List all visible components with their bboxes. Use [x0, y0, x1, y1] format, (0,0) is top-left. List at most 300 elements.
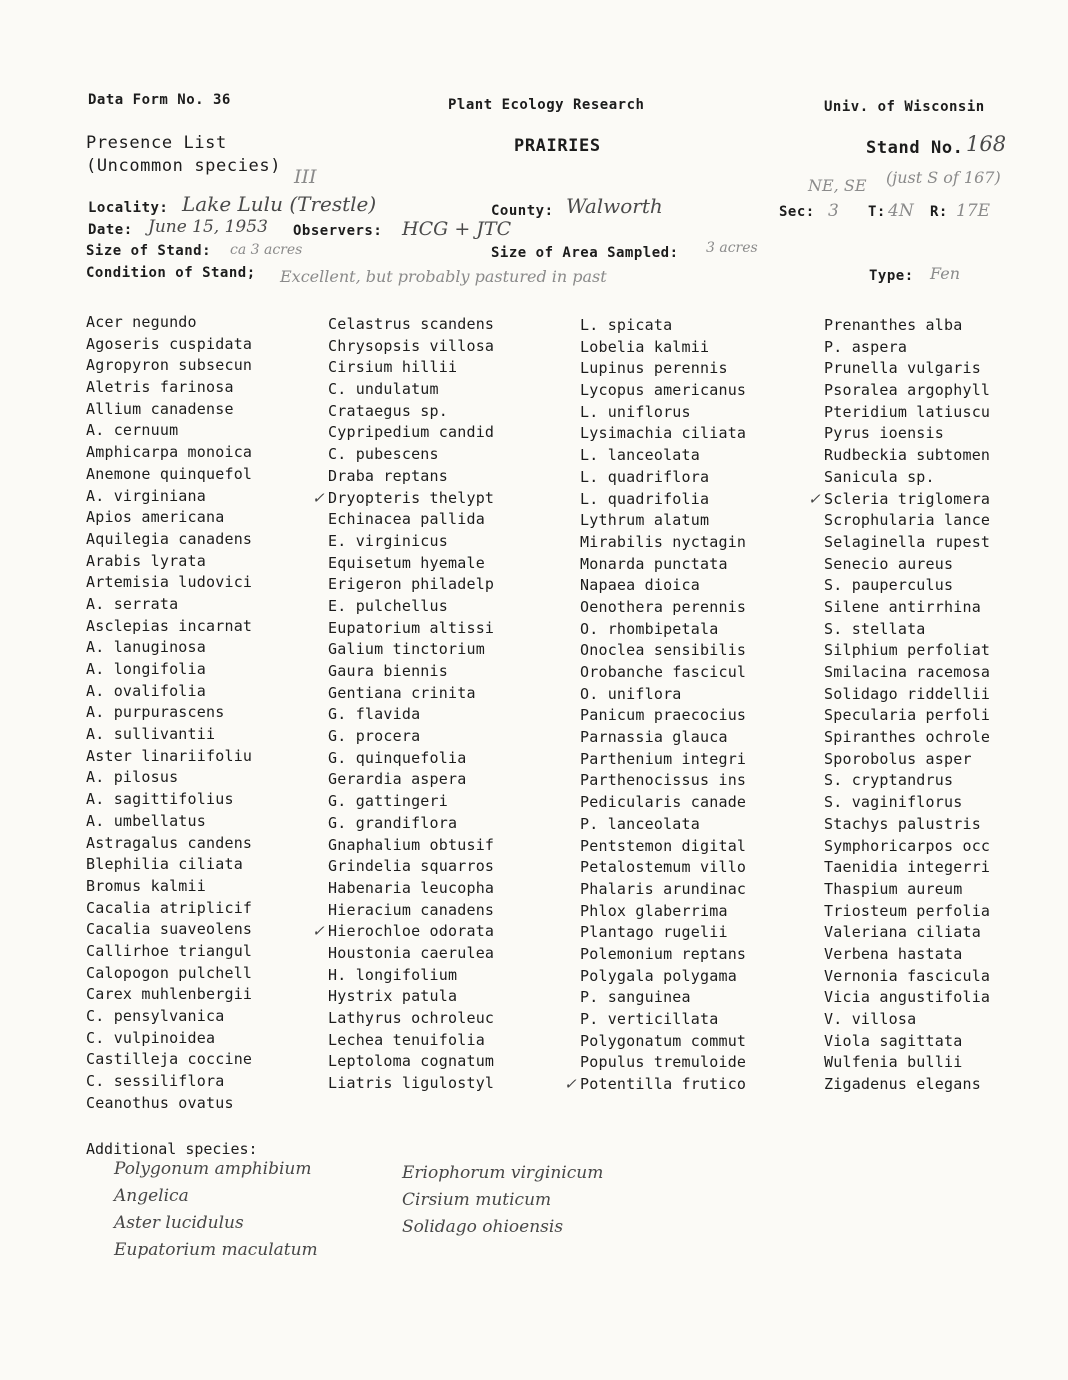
species-name: A. lanuginosa	[86, 638, 206, 657]
stand-value: 168	[966, 132, 1007, 156]
species-name: G. gattingeri	[328, 792, 448, 811]
species-entry	[580, 445, 746, 467]
species-name: S. cryptandrus	[824, 771, 954, 790]
species-name: Vernonia fascicula	[824, 966, 991, 985]
species-entry	[580, 987, 746, 1009]
species-name: Parthenium integri	[580, 749, 747, 768]
species-entry	[824, 662, 990, 684]
species-name: Symphoricarpos occ	[824, 836, 991, 855]
species-name: Panicum praecocius	[580, 706, 747, 725]
species-name: G. flavida	[328, 705, 421, 724]
additional-species-left	[114, 1156, 318, 1264]
species-entry	[580, 402, 746, 424]
species-name: Calopogon pulchell	[86, 963, 253, 982]
species-name: Cypripedium candid	[328, 423, 495, 442]
species-name: L. quadrifolia	[580, 489, 710, 508]
species-name: Carex muhlenbergii	[86, 985, 253, 1004]
species-name: A. virginiana	[86, 486, 206, 505]
species-entry	[824, 1009, 990, 1031]
species-entry	[328, 748, 494, 770]
species-entry	[86, 854, 252, 876]
species-name: A. purpurascens	[86, 703, 225, 722]
species-name: Parthenocissus ins	[580, 771, 747, 790]
species-name: A. cernuum	[86, 421, 179, 440]
species-entry	[328, 618, 494, 640]
species-entry	[86, 594, 252, 616]
additional-species-item: Eriophorum virginicum	[402, 1163, 604, 1183]
species-entry	[86, 1071, 252, 1093]
species-entry	[86, 551, 252, 573]
species-entry	[580, 705, 746, 727]
species-name: V. villosa	[824, 1010, 917, 1028]
species-entry	[328, 1051, 494, 1073]
species-name: A. longifolia	[86, 660, 206, 678]
type-value: Fen	[930, 264, 960, 283]
species-entry	[824, 445, 990, 467]
range-value: 17E	[956, 201, 991, 221]
species-entry	[86, 724, 252, 746]
range-label: R:	[930, 204, 948, 220]
species-name: Potentilla frutico	[580, 1075, 747, 1094]
species-name: Plantago rugelii	[580, 923, 728, 942]
species-name: Silphium perfoliat	[824, 641, 991, 660]
species-entry	[824, 380, 990, 402]
species-entry	[86, 1006, 252, 1028]
species-entry	[86, 941, 252, 963]
organization: Plant Ecology Research	[448, 97, 645, 113]
species-entry	[824, 532, 990, 554]
township-value: 4N	[888, 201, 914, 221]
species-name: Pyrus ioensis	[824, 424, 944, 443]
checkmark-icon: ✓	[808, 489, 821, 508]
species-entry	[328, 1030, 494, 1052]
species-name: S. stellata	[824, 619, 926, 638]
species-name: Asclepias incarnat	[86, 616, 253, 635]
species-entry	[824, 467, 990, 489]
university: Univ. of Wisconsin	[824, 99, 985, 115]
species-entry	[580, 749, 746, 771]
species-entry	[86, 507, 252, 529]
species-column-2	[312, 314, 495, 1095]
species-name: S. pauperculus	[824, 576, 954, 595]
species-entry	[86, 833, 252, 855]
species-entry	[824, 987, 990, 1009]
sec-note-location: (just S of 167)	[886, 168, 1001, 187]
locality-label: Locality:	[88, 200, 169, 216]
species-name: Astragalus candens	[86, 833, 253, 852]
species-entry	[86, 984, 252, 1006]
species-entry	[824, 857, 990, 879]
species-name: C. pubescens	[328, 445, 439, 464]
species-column-4	[808, 315, 991, 1096]
species-entry	[824, 792, 990, 814]
species-entry	[824, 749, 990, 771]
species-name: Viola sagittata	[824, 1031, 963, 1050]
species-name: Aster linariifoliu	[86, 746, 253, 765]
species-entry	[580, 1009, 746, 1031]
species-name: Petalostemum villo	[580, 858, 747, 877]
species-name: Leptoloma cognatum	[328, 1052, 495, 1071]
additional-species-item: Polygonum amphibium	[114, 1159, 312, 1179]
species-name: Eupatorium altissi	[328, 618, 495, 637]
species-name: Gaura biennis	[328, 662, 448, 680]
species-name: Arabis lyrata	[86, 551, 206, 570]
species-entry	[328, 314, 494, 336]
species-entry	[580, 532, 746, 554]
species-name: H. longifolium	[328, 965, 458, 984]
species-name: Spiranthes ochrole	[824, 728, 991, 747]
species-entry	[824, 684, 990, 706]
species-entry	[824, 944, 990, 966]
category-title: PRAIRIES	[514, 136, 601, 156]
species-name: Triosteum perfolia	[824, 901, 991, 920]
observers-value: HCG + JTC	[402, 218, 512, 240]
species-entry	[580, 640, 746, 662]
species-entry	[824, 879, 990, 901]
species-name: Aquilegia canadens	[86, 529, 253, 548]
species-name: Galium tinctorium	[328, 640, 485, 659]
species-name: Vicia angustifolia	[824, 988, 991, 1007]
species-entry	[580, 380, 746, 402]
additional-species-item: Solidago ohioensis	[402, 1217, 564, 1237]
species-entry	[824, 1074, 990, 1096]
species-entry	[86, 767, 252, 789]
species-entry	[328, 769, 494, 791]
species-entry	[824, 901, 990, 923]
species-entry	[824, 836, 990, 858]
species-name: Hystrix patula	[328, 987, 458, 1006]
species-entry	[328, 574, 494, 596]
species-name: L. lanceolata	[580, 446, 700, 465]
species-name: L. quadriflora	[580, 467, 710, 486]
species-entry	[580, 901, 746, 923]
species-entry	[580, 879, 746, 901]
species-entry	[580, 727, 746, 749]
species-entry	[328, 531, 494, 553]
species-entry	[86, 1028, 252, 1050]
form-number: Data Form No. 36	[88, 92, 231, 108]
sec-note: NE, SE	[808, 176, 867, 195]
species-entry	[86, 811, 252, 833]
additional-species-right	[402, 1160, 603, 1241]
species-entry	[580, 510, 746, 532]
species-name: Wulfenia bullii	[824, 1053, 963, 1072]
species-name: Cacalia suaveolens	[86, 920, 253, 939]
species-entry	[564, 1074, 747, 1096]
species-name: P. verticillata	[580, 1010, 719, 1028]
size-of-stand-value: ca 3 acres	[230, 242, 303, 258]
species-name: Populus tremuloide	[580, 1053, 747, 1072]
species-entry	[580, 662, 746, 684]
species-name: Prenanthes alba	[824, 316, 963, 334]
species-entry	[328, 401, 494, 423]
species-entry	[312, 488, 495, 510]
species-name: Stachys palustris	[824, 814, 981, 833]
species-name: Equisetum hyemale	[328, 553, 485, 572]
observers-label: Observers:	[293, 223, 383, 239]
species-entry	[328, 422, 494, 444]
species-entry	[328, 856, 494, 878]
species-name: Zigadenus elegans	[824, 1075, 981, 1094]
species-entry	[86, 355, 252, 377]
species-name: Erigeron philadelp	[328, 575, 495, 594]
checkmark-icon: ✓	[312, 922, 325, 941]
species-name: Sporobolus asper	[824, 749, 972, 768]
species-name: Ceanothus ovatus	[86, 1093, 234, 1112]
species-name: Anemone quinquefol	[86, 464, 253, 483]
species-name: Lechea tenuifolia	[328, 1030, 485, 1049]
species-entry	[86, 464, 252, 486]
species-name: A. serrata	[86, 594, 179, 613]
species-name: Sanicula sp.	[824, 467, 935, 486]
condition-label: Condition of Stand;	[86, 265, 256, 281]
species-entry	[328, 704, 494, 726]
species-name: P. lanceolata	[580, 814, 700, 833]
species-entry	[86, 746, 252, 768]
locality-value: Lake Lulu (Trestle)	[182, 192, 377, 216]
additional-species-label: Additional species:	[86, 1140, 258, 1158]
species-entry	[580, 814, 746, 836]
species-name: Agropyron subsecun	[86, 356, 253, 375]
species-entry	[824, 315, 990, 337]
species-entry	[580, 944, 746, 966]
species-entry	[824, 640, 990, 662]
species-entry	[86, 1049, 252, 1071]
species-entry	[824, 1052, 990, 1074]
species-name: Psoralea argophyll	[824, 381, 991, 400]
sec-label: Sec:	[779, 204, 815, 220]
species-entry	[86, 312, 252, 334]
species-name: Selaginella rupest	[824, 532, 991, 551]
species-entry	[824, 575, 990, 597]
species-entry	[580, 857, 746, 879]
species-entry	[580, 467, 746, 489]
species-entry	[824, 554, 990, 576]
species-name: Rudbeckia subtomen	[824, 446, 991, 465]
date-value: June 15, 1953	[148, 217, 268, 237]
species-name: Hierochloe odorata	[328, 922, 495, 941]
species-name: P. aspera	[824, 337, 908, 356]
list-title: Presence List	[86, 133, 227, 153]
species-name: Echinacea pallida	[328, 510, 485, 529]
species-entry	[580, 489, 746, 511]
species-entry	[824, 814, 990, 836]
species-entry	[328, 683, 494, 705]
species-name: S. vaginiflorus	[824, 793, 963, 812]
species-entry	[328, 813, 494, 835]
species-name: Lythrum alatum	[580, 511, 710, 530]
species-entry	[328, 791, 494, 813]
species-name: A. sagittifolius	[86, 790, 234, 809]
species-entry	[86, 486, 252, 508]
species-name: Blephilia ciliata	[86, 855, 243, 874]
species-entry	[86, 681, 252, 703]
township-label: T:	[868, 204, 886, 220]
checkmark-icon: ✓	[312, 488, 325, 507]
species-name: Scrophularia lance	[824, 511, 991, 530]
species-entry	[824, 619, 990, 641]
species-entry	[312, 921, 495, 943]
species-name: G. procera	[328, 727, 421, 746]
species-name: Valeriana ciliata	[824, 923, 981, 942]
species-entry	[824, 1031, 990, 1053]
species-name: Polygonatum commut	[580, 1031, 747, 1050]
species-name: C. pensylvanica	[86, 1007, 225, 1025]
species-entry	[328, 661, 494, 683]
species-entry	[580, 337, 746, 359]
species-column-3	[564, 315, 747, 1096]
species-entry	[580, 684, 746, 706]
species-entry	[86, 919, 252, 941]
species-entry	[824, 337, 990, 359]
species-name: Acer negundo	[86, 313, 197, 331]
species-name: G. grandiflora	[328, 813, 458, 832]
species-name: A. sullivantii	[86, 725, 216, 744]
species-entry	[86, 659, 252, 681]
county-value: Walworth	[566, 194, 663, 218]
species-name: Crataegus sp.	[328, 401, 448, 420]
species-name: Polygala polygama	[580, 966, 737, 985]
date-label: Date:	[88, 222, 133, 238]
species-name: Monarda punctata	[580, 554, 728, 573]
species-entry	[86, 616, 252, 638]
additional-species-item: Aster lucidulus	[114, 1213, 244, 1233]
species-name: Amphicarpa monoica	[86, 443, 253, 462]
stand-label: Stand No.	[866, 138, 964, 158]
species-entry	[580, 423, 746, 445]
species-name: Lobelia kalmii	[580, 337, 710, 356]
species-name: Grindelia squarros	[328, 857, 495, 876]
type-label: Type:	[869, 268, 914, 284]
species-entry	[328, 726, 494, 748]
species-entry	[328, 336, 494, 358]
species-name: Cirsium hillii	[328, 358, 458, 377]
species-name: L. spicata	[580, 316, 673, 334]
species-name: Allium canadense	[86, 399, 234, 418]
species-entry	[824, 922, 990, 944]
species-name: Chrysopsis villosa	[328, 336, 495, 355]
species-name: Liatris ligulostyl	[328, 1074, 495, 1093]
species-name: Cacalia atriplicif	[86, 898, 253, 917]
species-entry	[86, 898, 252, 920]
size-of-area-label: Size of Area Sampled:	[491, 245, 679, 261]
species-name: Gnaphalium obtusif	[328, 835, 495, 854]
checkmark-icon: ✓	[564, 1075, 577, 1094]
additional-species-item: Eupatorium maculatum	[114, 1240, 318, 1260]
species-name: Lycopus americanus	[580, 381, 747, 400]
species-entry	[86, 529, 252, 551]
species-entry	[824, 402, 990, 424]
species-entry	[328, 509, 494, 531]
species-entry	[824, 727, 990, 749]
species-entry	[824, 423, 990, 445]
species-entry	[328, 379, 494, 401]
species-entry	[824, 358, 990, 380]
species-entry	[86, 1093, 252, 1115]
species-entry	[328, 639, 494, 661]
species-name: Hieracium canadens	[328, 900, 495, 919]
species-entry	[824, 966, 990, 988]
species-name: Dryopteris thelypt	[328, 488, 495, 507]
species-name: Phlox glaberrima	[580, 901, 728, 920]
species-entry	[86, 789, 252, 811]
species-entry	[86, 420, 252, 442]
species-name: Habenaria leucopha	[328, 878, 495, 897]
species-entry	[328, 444, 494, 466]
species-name: Verbena hastata	[824, 944, 963, 963]
size-of-area-value: 3 acres	[706, 240, 758, 256]
species-entry	[328, 1073, 494, 1095]
additional-species-item: Cirsium muticum	[402, 1190, 552, 1210]
species-entry	[580, 554, 746, 576]
species-name: Senecio aureus	[824, 554, 954, 573]
species-name: Prunella vulgaris	[824, 359, 981, 378]
species-name: Oenothera perennis	[580, 597, 747, 616]
species-name: Orobanche fascicul	[580, 663, 747, 681]
species-entry	[824, 770, 990, 792]
species-name: Houstonia caerulea	[328, 943, 495, 962]
species-entry	[824, 705, 990, 727]
species-entry	[580, 1052, 746, 1074]
species-entry	[328, 466, 494, 488]
species-entry	[580, 836, 746, 858]
species-name: Lysimachia ciliata	[580, 424, 747, 443]
species-name: Parnassia glauca	[580, 728, 728, 747]
species-entry	[328, 900, 494, 922]
additional-species-item: Angelica	[114, 1186, 189, 1206]
species-entry	[580, 1031, 746, 1053]
species-entry	[328, 835, 494, 857]
species-name: P. sanguinea	[580, 988, 691, 1007]
species-name: Apios americana	[86, 508, 225, 527]
species-entry	[86, 876, 252, 898]
species-entry	[580, 315, 746, 337]
species-name: C. sessiliflora	[86, 1072, 225, 1091]
species-entry	[580, 597, 746, 619]
species-name: G. quinquefolia	[328, 748, 467, 767]
species-entry	[808, 489, 991, 511]
species-name: Gerardia aspera	[328, 770, 467, 789]
species-entry	[86, 334, 252, 356]
species-name: A. ovalifolia	[86, 681, 206, 700]
species-name: Polemonium reptans	[580, 944, 747, 963]
species-entry	[86, 963, 252, 985]
species-entry	[580, 619, 746, 641]
species-name: Mirabilis nyctagin	[580, 532, 747, 551]
species-name: Solidago riddellii	[824, 684, 991, 703]
species-name: Scleria triglomera	[824, 489, 991, 508]
species-name: Agoseris cuspidata	[86, 334, 253, 353]
species-name: Pedicularis canade	[580, 793, 747, 812]
species-name: Draba reptans	[328, 466, 448, 485]
species-entry	[86, 399, 252, 421]
county-label: County:	[491, 203, 554, 219]
species-name: Artemisia ludovici	[86, 573, 253, 592]
species-name: Lupinus perennis	[580, 359, 728, 378]
species-entry	[328, 986, 494, 1008]
species-entry	[86, 637, 252, 659]
species-name: E. pulchellus	[328, 596, 448, 615]
species-entry	[580, 575, 746, 597]
species-entry	[86, 442, 252, 464]
species-entry	[328, 943, 494, 965]
species-name: A. pilosus	[86, 768, 179, 787]
species-name: Aletris farinosa	[86, 378, 234, 397]
species-entry	[580, 792, 746, 814]
species-entry	[328, 1008, 494, 1030]
species-name: Napaea dioica	[580, 576, 700, 595]
species-name: A. umbellatus	[86, 811, 206, 830]
